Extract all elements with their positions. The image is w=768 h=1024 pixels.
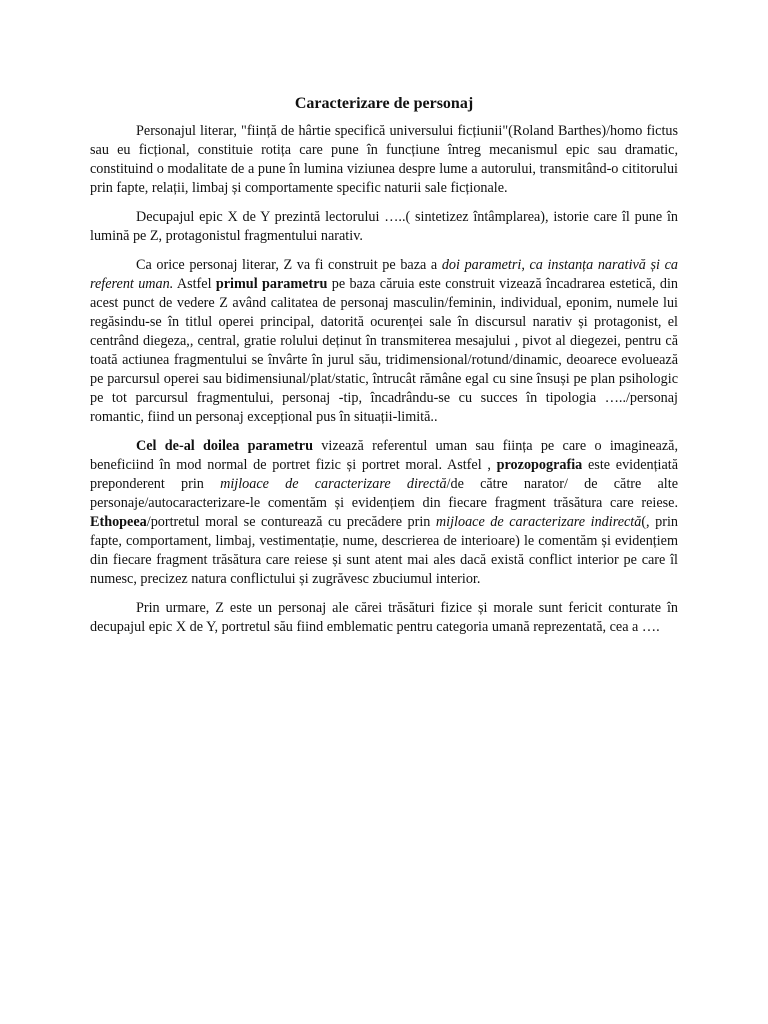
bold-text-run: Ethopeea: [90, 514, 147, 530]
text-run: este evidențiată preponderent prin: [90, 457, 679, 492]
document-body: [90, 122, 678, 637]
text-run: Astfel: [173, 276, 216, 292]
text-run: Decupajul epic X de Y prezintă lectorului …..( sintetizez întâmplarea), istorie care îl pune în lumină pe Z, protagonistul fragmentului narativ.: [90, 209, 678, 244]
paragraph: [90, 599, 678, 637]
text-run: (, prin fapte, comportament, limbaj, vestimentație, nume, descrierea de interioare) le comentăm și evidențiem din fiecare fragment trăsătura care reiese și sunt atent mai ales dacă există conflict interior pe care îl numesc, precizez natura conflictului și zugrăvesc zbuciumul interior.: [90, 514, 678, 587]
bold-text-run: Cel de-al doilea parametru: [136, 438, 313, 454]
italic-text-run: mijloace de caracterizare directă: [220, 476, 447, 492]
paragraph: [90, 122, 678, 198]
text-run: /de către narator/ de către alte personaje/autocaracterizare-le comentăm și evidențiem din fiecare fragment trăsătura care reiese.: [90, 476, 678, 511]
bold-text-run: primul parametru: [215, 276, 328, 292]
italic-text-run: doi parametri, ca instanța narativă și ca referent uman.: [90, 257, 678, 292]
text-run: Personajul literar, "ființă de hârtie specifică universului ficțiunii"(Roland Barthes)/homo fictus sau eu ficțional, constituie rotița care pune în funcțiune întreg mecanismul epic sau dramatic, constituind o modalitate de a pune în lumina viziunea despre lume a autorului, transmitând-o cititorului prin fapte, relații, limbaj și comportamente specific naturii sale ficționale.: [90, 123, 678, 196]
text-run: pe baza căruia este construit vizează încadrarea estetică, din acest punct de vedere Z având calitatea de personaj masculin/feminin, individual, eponim, numele lui regăsindu-se în titlul operei principal, datorită ocurenței sale în discursul narativ și protagonist, el centrând diegeza,, central, gratie rolului deținut în transmiterea mesajului , pivot al diegezei, pentru că toată actiunea fragmentului se învârte în jurul său, tridimensional/rotund/dinamic, deoarece evoluează pe parcursul operei sau bidimensiunal/plat/static, întrucât rămâne egal cu sine însuși pe plan psihologic pe tot parcursul fragmentului, personaj -tip, încadrându-se cu succes în tipologia …../personaj romantic, fiind un personaj excepțional pus în situații-limită..: [90, 276, 679, 425]
text-run: /portretul moral se conturează cu precădere prin: [146, 514, 436, 530]
paragraph: [90, 256, 678, 427]
paragraph: [90, 208, 678, 246]
document-title: Caracterizare de personaj: [294, 95, 474, 112]
paragraph: [90, 437, 678, 589]
italic-text-run: mijloace de caracterizare indirectă: [435, 514, 642, 530]
text-run: Prin urmare, Z este un personaj ale cărei trăsături fizice și morale sunt fericit conturate în decupajul epic X de Y, portretul său fiind emblematic pentru categoria umană reprezentată, cea a ….: [90, 600, 678, 635]
bold-text-run: prozopografia: [496, 457, 583, 473]
text-run: vizează referentul uman sau ființa pe care o imaginează, beneficiind în mod normal de portret fizic și portret moral. Astfel ,: [90, 438, 678, 473]
text-run: Ca orice personaj literar, Z va fi construit pe baza a: [136, 257, 442, 273]
